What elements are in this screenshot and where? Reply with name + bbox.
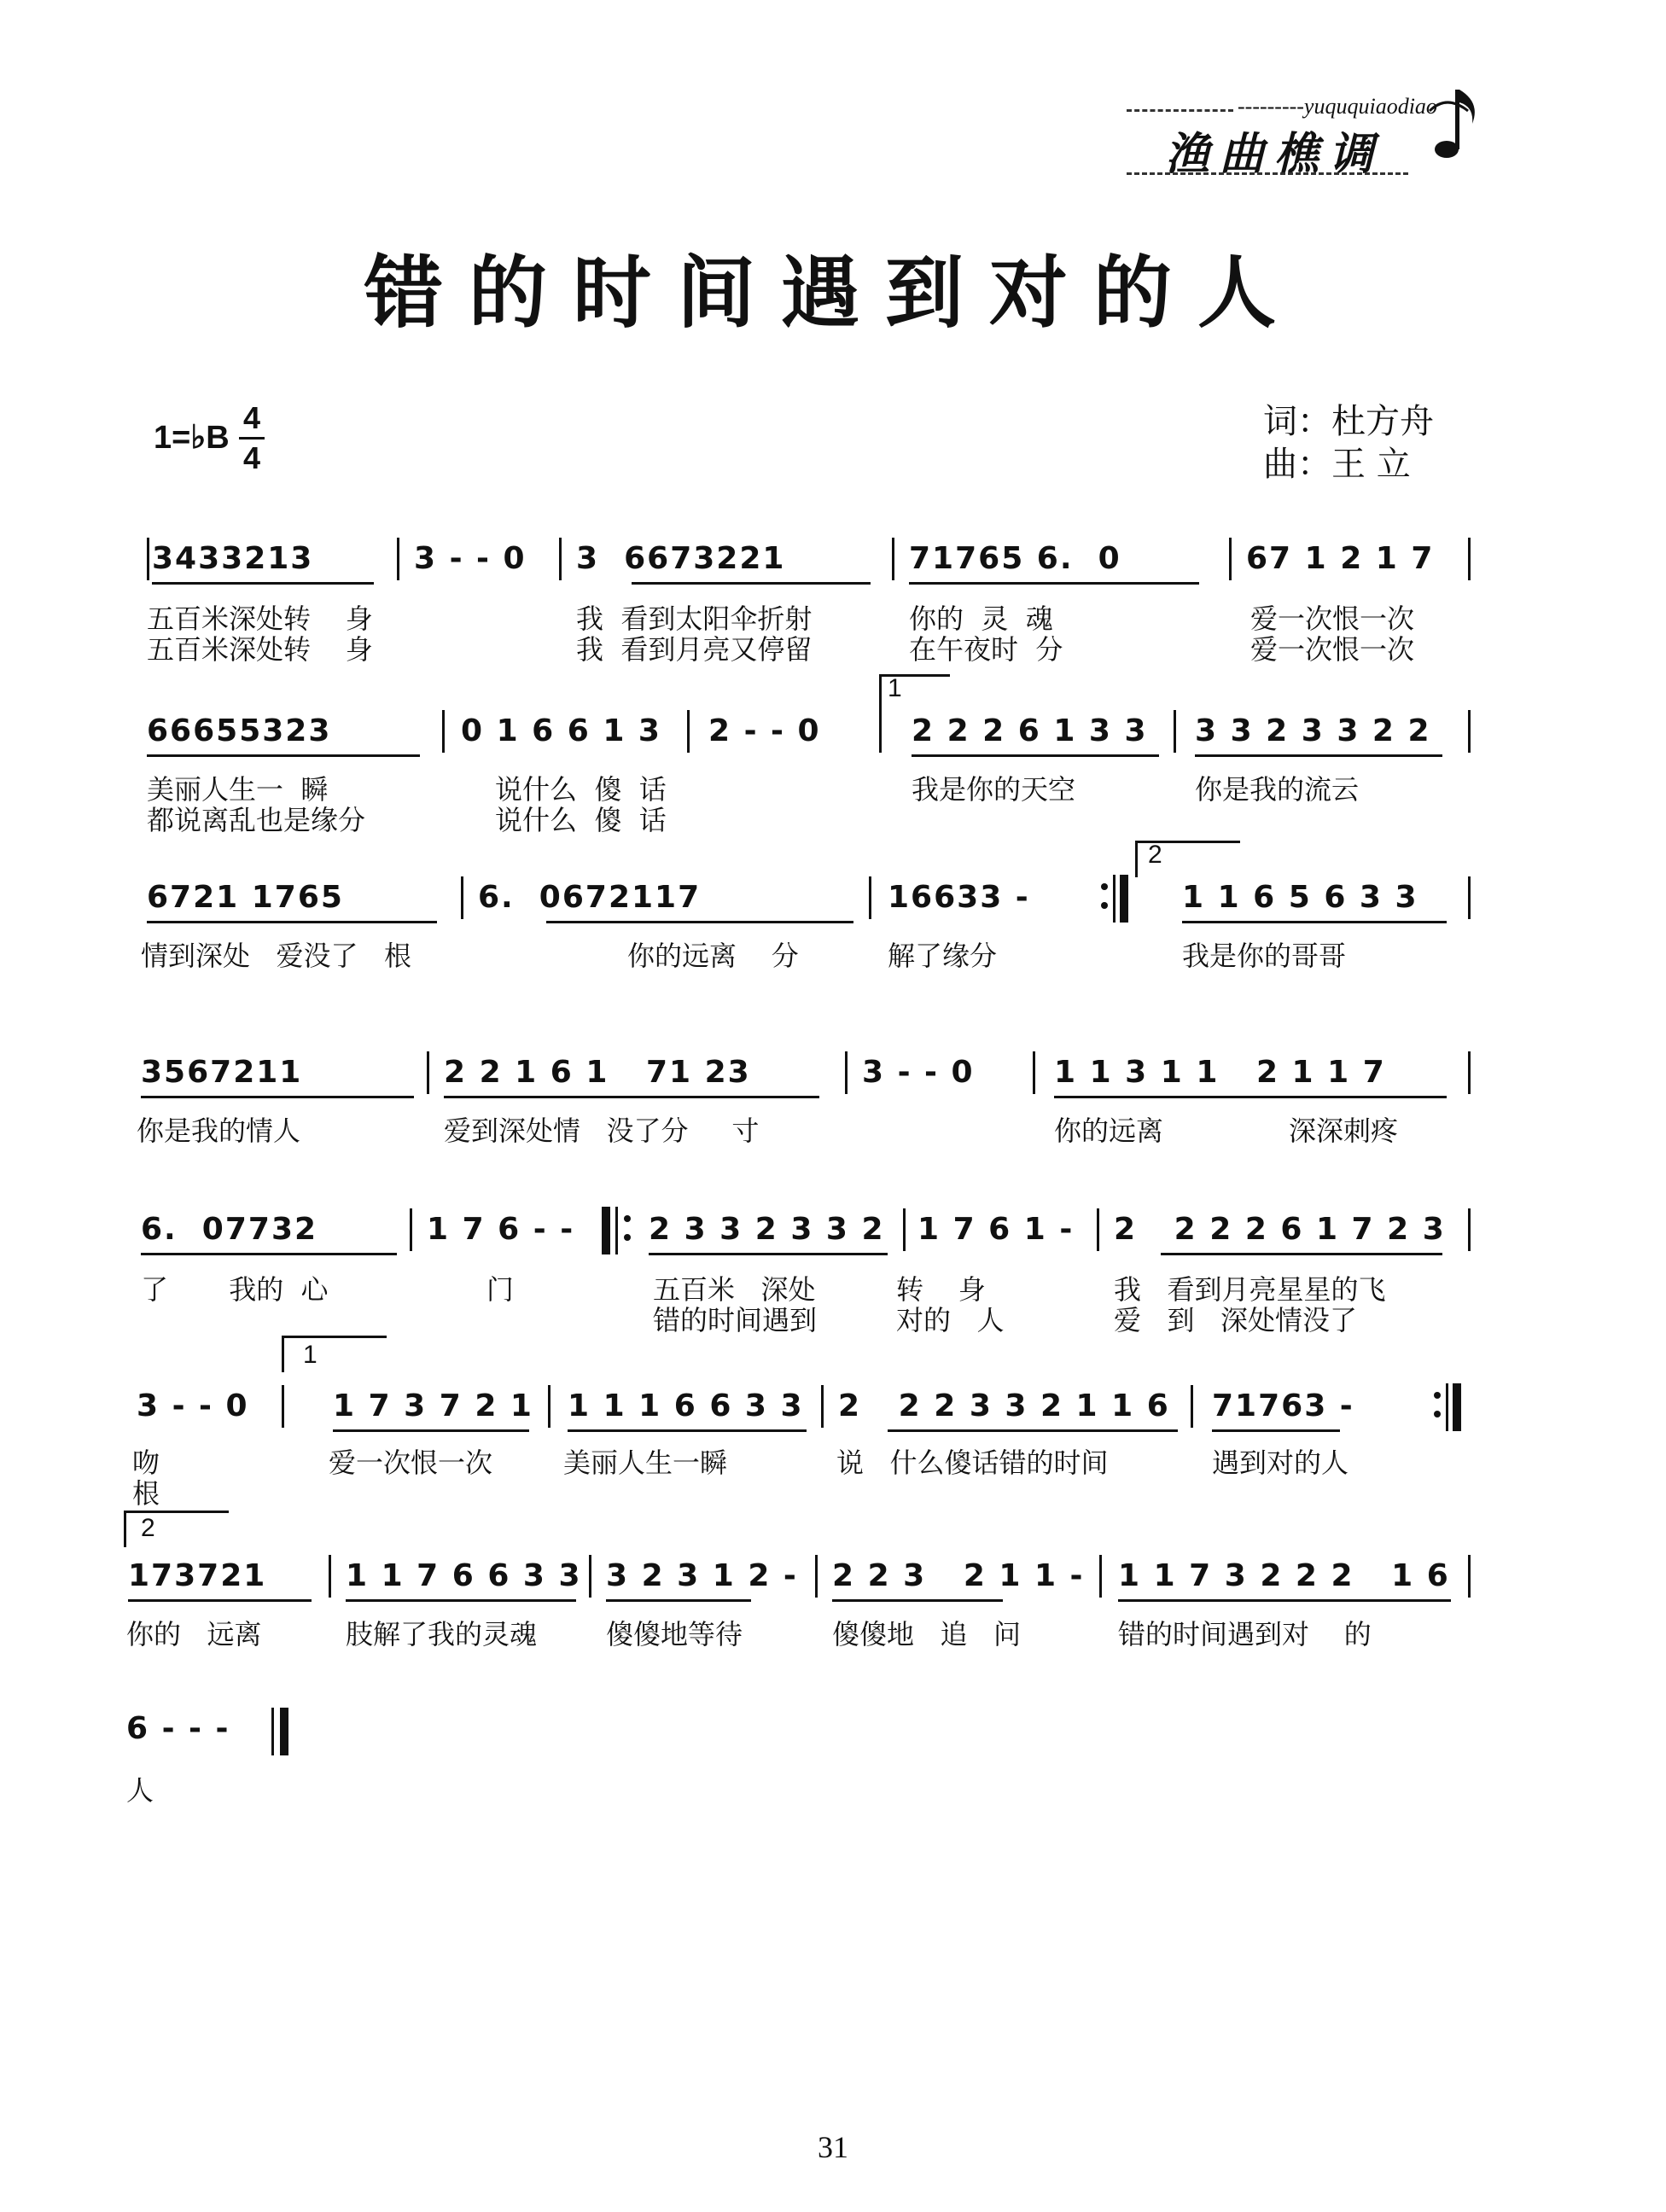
barline (147, 538, 149, 580)
publisher-logo (1127, 77, 1485, 179)
repeat-end-sign (1101, 875, 1135, 923)
barline (397, 538, 399, 580)
barline (815, 1555, 818, 1598)
measure: 3567211 (141, 1055, 303, 1090)
barline (1468, 1051, 1471, 1094)
measure: 71765 6. 0 (909, 541, 1121, 576)
repeat-dots (1101, 902, 1108, 909)
lyric-line-1: 我是你的天空 (912, 773, 1076, 806)
composer-credit: 曲：王 立 (1263, 445, 1411, 484)
underline-beam (346, 1599, 576, 1602)
measure: 1 7 3 7 2 1 (333, 1388, 533, 1423)
measure: 2 - - 0 (708, 713, 821, 748)
underline-beam (141, 1096, 414, 1098)
lyric-line-1: 解了缘分 (888, 940, 998, 972)
barline (1097, 1208, 1099, 1251)
underline-beam (141, 1253, 397, 1255)
lyric-line-2: 爱一次恨一次 (1250, 633, 1415, 666)
lyric-line-1: 爱一次恨一次 (1250, 602, 1415, 635)
underline-beam (147, 754, 420, 757)
underline-beam (649, 1253, 888, 1255)
lyric-line-2: 说什么 傻 话 (495, 804, 667, 836)
thick-barline (1453, 1383, 1461, 1431)
lyric-line-2: 五百米深处转 身 (147, 633, 373, 666)
lyric-line-1: 了 我的 心 (141, 1273, 329, 1306)
repeat-dots (1101, 883, 1108, 890)
lyric-line-1: 遇到对的人 (1212, 1447, 1349, 1479)
lyric-line-1: 爱到深处情 没了分 寸 (444, 1115, 760, 1147)
lyric-line-2: 根 (132, 1477, 160, 1510)
lyric-line-1: 吻 (132, 1447, 160, 1479)
repeat-end-sign (1434, 1383, 1468, 1431)
barline (410, 1208, 412, 1251)
lyricist-credit: 词：杜方舟 (1263, 402, 1434, 441)
lyric-line-2: 我 看到月亮又停留 (576, 633, 813, 666)
underline-beam (147, 921, 437, 923)
lyric-line-1: 情到深处 爱没了 根 (141, 940, 412, 972)
underline-beam (912, 754, 1159, 757)
barline (615, 1207, 618, 1254)
measure: 3433213 (152, 541, 314, 576)
lyric-line-2: 对的 人 (896, 1304, 1005, 1336)
lyric-line-1: 人 (126, 1774, 154, 1807)
barline (548, 1385, 550, 1428)
underline-beam (152, 582, 374, 585)
lyric-line-1: 五百米深处转 身 (147, 602, 373, 635)
measure: 6721 1765 (147, 880, 344, 915)
measure: 1 1 3 1 1 2 1 1 7 (1054, 1055, 1386, 1090)
measure: 3 3 2 3 3 2 2 (1195, 713, 1431, 748)
underline-beam (568, 1429, 807, 1432)
lyric-line-1: 傻傻地 追 问 (832, 1618, 1022, 1650)
measure: 71763 - (1212, 1388, 1354, 1423)
measure: 6. 07732 (141, 1212, 318, 1247)
lyric-line-1: 你的 灵 魂 (909, 602, 1053, 635)
lyric-line-1: 美丽人生一 瞬 (147, 773, 329, 806)
repeat-dots (1434, 1392, 1441, 1399)
score-system-2 (0, 674, 1666, 845)
lyric-line-1: 深深刺疼 (1289, 1115, 1399, 1147)
barline (461, 876, 463, 919)
lyric-line-1: 爱一次恨一次 (329, 1447, 493, 1479)
lyric-line-1: 五百米 深处 (653, 1273, 816, 1306)
barline (821, 1385, 824, 1428)
repeat-dots (624, 1234, 631, 1241)
underline-beam (606, 1599, 751, 1602)
barline (1191, 1385, 1193, 1428)
barline (427, 1051, 429, 1094)
measure: 16633 - (888, 880, 1030, 915)
measure: 66655323 (147, 713, 332, 748)
measure: 6 - - - (126, 1711, 230, 1746)
measure: 3 2 3 1 2 - (606, 1558, 798, 1593)
measure: 2 2 1 6 1 71 23 (444, 1055, 751, 1090)
lyric-line-1: 傻傻地等待 (606, 1618, 743, 1650)
measure: 1 1 1 6 6 3 3 (568, 1388, 804, 1423)
volta-number: 2 (1148, 841, 1162, 869)
measure: 67 1 2 1 7 (1246, 541, 1435, 576)
lyric-line-1: 肢解了我的灵魂 (346, 1618, 538, 1650)
lyric-line-1: 你的 远离 (126, 1618, 262, 1650)
lyric-line-1: 门 (486, 1273, 515, 1306)
underline-beam (1195, 754, 1442, 757)
barline (1446, 1383, 1448, 1431)
song-title: 错的时间遇到对的人 (364, 247, 1302, 339)
lyric-line-1: 我是你的哥哥 (1182, 940, 1347, 972)
score-system-5 (0, 1186, 1666, 1340)
lyric-line-1: 错的时间遇到对 的 (1118, 1618, 1372, 1650)
barline (1468, 1555, 1471, 1598)
lyric-line-1: 说 什么傻话错的时间 (836, 1447, 1109, 1479)
measure: 1 1 7 6 6 3 3 (346, 1558, 582, 1593)
underline-beam (632, 582, 871, 585)
barline (892, 538, 894, 580)
barline (1099, 1555, 1102, 1598)
underline-beam (888, 1429, 1178, 1432)
lyric-line-1: 你的远离 (1054, 1115, 1164, 1147)
score-system-7 (0, 1511, 1666, 1664)
measure: 2 2 2 2 6 1 7 2 3 (1114, 1212, 1446, 1247)
logo-chinese-text: 渔曲樵调 (1165, 128, 1384, 180)
barline (1229, 538, 1232, 580)
lyric-line-1: 你是我的情人 (137, 1115, 301, 1147)
lyric-line-1: 我 看到月亮星星的飞 (1114, 1273, 1386, 1306)
score-system-4 (0, 1016, 1666, 1152)
measure: 2 2 2 3 3 2 1 1 6 (838, 1388, 1170, 1423)
measure: 173721 (128, 1558, 267, 1593)
measure: 2 2 2 6 1 3 3 (912, 713, 1148, 748)
barline (903, 1208, 906, 1251)
measure: 2 3 3 2 3 3 2 (649, 1212, 885, 1247)
score-system-3 (0, 841, 1666, 994)
measure: 3 6673221 (576, 541, 786, 576)
underline-beam (1182, 921, 1447, 923)
logo-dash-bottom (1127, 172, 1408, 175)
measure: 0 1 6 6 1 3 (461, 713, 661, 748)
music-note-icon (1421, 77, 1489, 171)
lyric-line-1: 说什么 傻 话 (495, 773, 667, 806)
score-system-6 (0, 1336, 1666, 1510)
lyric-line-2: 爱 到 深处情没了 (1114, 1304, 1358, 1336)
barline (1174, 710, 1176, 753)
measure: 6. 0672117 (478, 880, 702, 915)
measure: 3 - - 0 (414, 541, 527, 576)
score-system-1 (0, 529, 1666, 683)
barline (1468, 876, 1471, 919)
repeat-start-sign (602, 1207, 636, 1254)
thick-barline (602, 1207, 610, 1254)
underline-beam (444, 1096, 819, 1098)
underline-beam (128, 1599, 312, 1602)
barline (687, 710, 690, 753)
measure: 1 7 6 - - (427, 1212, 575, 1247)
underline-beam (1118, 1599, 1451, 1602)
measure: 3 - - 0 (862, 1055, 975, 1090)
key-signature: 1=♭B (154, 420, 230, 456)
lyric-line-2: 在午夜时 分 (909, 633, 1063, 666)
underline-beam (1161, 1253, 1442, 1255)
lyric-line-1: 美丽人生一瞬 (563, 1447, 728, 1479)
lyric-line-1: 你的远离 分 (627, 940, 799, 972)
underline-beam (333, 1429, 529, 1432)
score-system-8 (0, 1685, 1666, 1805)
meter-line (239, 437, 265, 439)
page-number: 31 (818, 2130, 848, 2164)
barline (271, 1708, 274, 1755)
measure: 3 - - 0 (137, 1388, 249, 1423)
repeat-dots (624, 1215, 631, 1222)
lyric-line-1: 你是我的流云 (1195, 773, 1360, 806)
logo-english-text: ---------yuququiaodiao (1238, 94, 1437, 119)
volta-number: 1 (888, 674, 902, 702)
volta-bracket-2 (124, 1511, 229, 1547)
barline (845, 1051, 848, 1094)
barline (1468, 1208, 1471, 1251)
barline (589, 1555, 591, 1598)
meter-bottom: 4 (242, 440, 261, 475)
barline (1468, 538, 1471, 580)
underline-beam (1212, 1429, 1340, 1432)
volta-bracket-1 (282, 1336, 387, 1372)
lyric-line-1: 我 看到太阳伞折射 (576, 602, 813, 635)
lyric-line-2: 错的时间遇到 (653, 1304, 818, 1336)
barline (869, 876, 871, 919)
volta-number: 2 (141, 1514, 155, 1542)
measure: 1 1 7 3 2 2 2 1 6 (1118, 1558, 1450, 1593)
measure: 1 1 6 5 6 3 3 (1182, 880, 1418, 915)
lyric-line-1: 转 身 (896, 1273, 986, 1306)
time-signature (239, 401, 265, 475)
underline-beam (546, 921, 853, 923)
barline (1113, 875, 1116, 923)
logo-dash-top (1127, 109, 1233, 112)
barline (329, 1555, 331, 1598)
barline (879, 710, 882, 753)
underline-beam (1054, 1096, 1447, 1098)
underline-beam (832, 1599, 1003, 1602)
meter-top: 4 (242, 400, 261, 435)
underline-beam (909, 582, 1199, 585)
thick-barline (1120, 875, 1128, 923)
barline (282, 1385, 284, 1428)
lyric-line-2: 都说离乱也是缘分 (147, 804, 366, 836)
barline (442, 710, 445, 753)
measure: 1 7 6 1 - (917, 1212, 1075, 1247)
measure: 2 2 3 2 1 1 - (832, 1558, 1085, 1593)
repeat-dots (1434, 1411, 1441, 1417)
barline (1468, 710, 1471, 753)
volta-number: 1 (303, 1341, 317, 1369)
final-thick-barline (280, 1708, 288, 1755)
barline (1033, 1051, 1035, 1094)
barline (559, 538, 562, 580)
